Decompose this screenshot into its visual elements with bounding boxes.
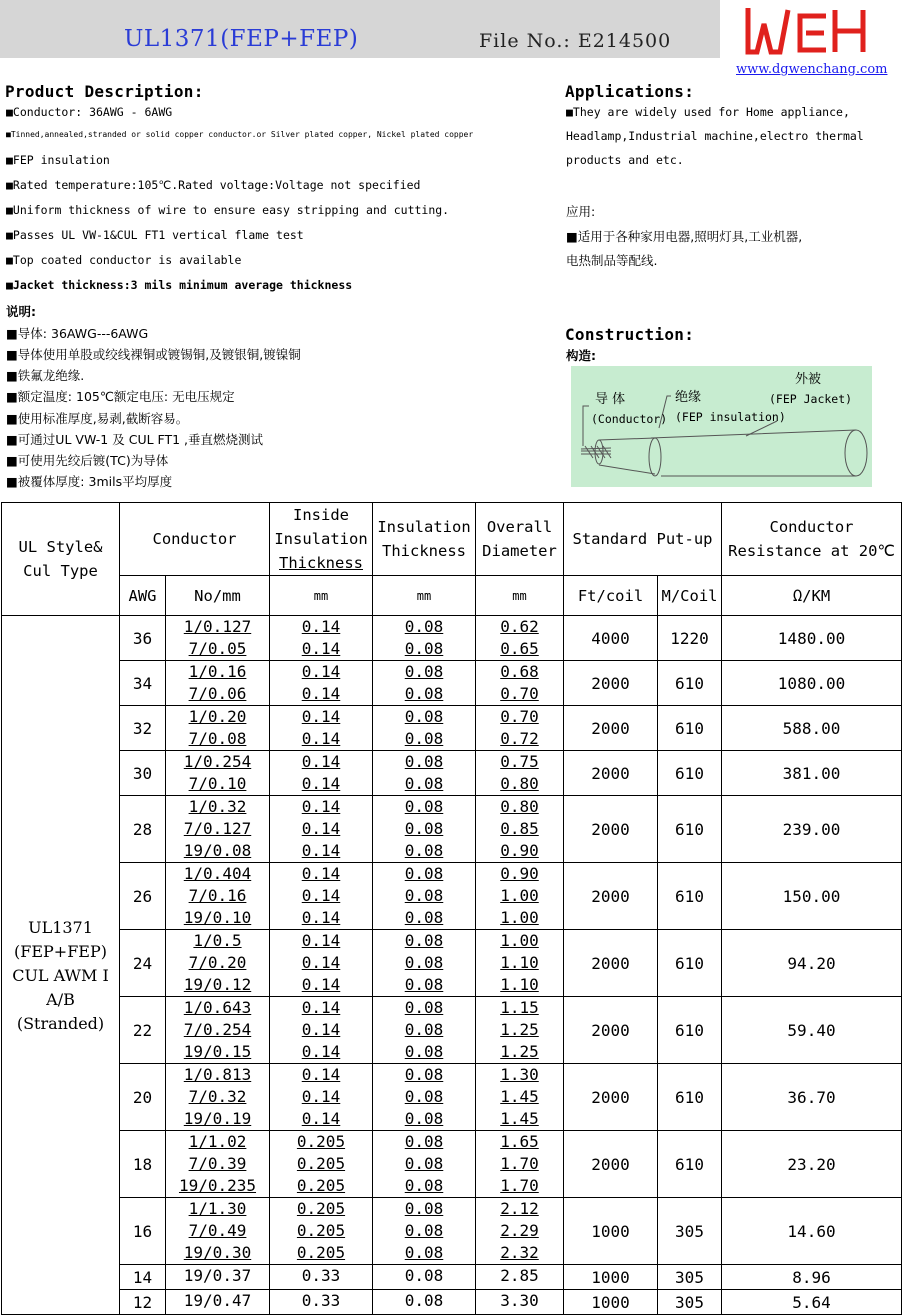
m-cell: 305	[658, 1198, 722, 1265]
res-cell: 1480.00	[722, 616, 902, 661]
spec-table	[1, 502, 902, 1315]
ft-cell: 4000	[564, 616, 658, 661]
inside-ins-cell: 0.14 0.14 0.14	[270, 1064, 373, 1131]
cable-construction-diagram	[571, 366, 872, 487]
awg-cell: 36	[120, 616, 166, 661]
ft-cell: 2000	[564, 1131, 658, 1198]
product-line: ■Top coated conductor is available	[6, 253, 242, 267]
od-cell: 0.68 0.70	[476, 661, 564, 706]
od-cell: 1.30 1.45 1.45	[476, 1064, 564, 1131]
res-cell: 23.20	[722, 1131, 902, 1198]
applications-title: Applications:	[565, 82, 695, 101]
jacket-en-label: (FEP Jacket)	[769, 392, 853, 406]
inside-ins-cell: 0.33	[270, 1290, 373, 1315]
unit-ft-coil: Ft/coil	[564, 576, 658, 616]
website-link[interactable]: www.dgwenchang.com	[736, 62, 888, 77]
strand-cell: 1/0.16 7/0.06	[166, 661, 270, 706]
awg-cell: 34	[120, 661, 166, 706]
res-cell: 150.00	[722, 863, 902, 930]
od-cell: 3.30	[476, 1290, 564, 1315]
od-cell: 2.12 2.29 2.32	[476, 1198, 564, 1265]
ins-cell: 0.08 0.08 0.08	[373, 1131, 476, 1198]
res-cell: 8.96	[722, 1265, 902, 1290]
table-row	[2, 706, 902, 751]
unit-awg: AWG	[120, 576, 166, 616]
header-resistance: Conductor Resistance at 20℃	[722, 503, 902, 576]
inside-ins-cell: 0.205 0.205 0.205	[270, 1131, 373, 1198]
ins-cell: 0.08 0.08 0.08	[373, 863, 476, 930]
cn-product-line: ■可通过UL VW-1 及 CUL FT1 ,垂直燃烧测试	[6, 432, 264, 447]
m-cell: 610	[658, 930, 722, 997]
m-cell: 305	[658, 1290, 722, 1315]
product-line: ■FEP insulation	[6, 153, 110, 167]
style-line: (FEP+FEP)	[14, 942, 107, 961]
table-row	[2, 1265, 902, 1290]
table-row	[2, 1290, 902, 1315]
brand-logo	[744, 4, 868, 60]
ins-cell: 0.08 0.08	[373, 751, 476, 796]
inside-ins-cell: 0.14 0.14 0.14	[270, 796, 373, 863]
style-line: (Stranded)	[16, 1014, 105, 1033]
table-row	[2, 930, 902, 997]
conductor-cn-label: 导 体	[595, 392, 626, 407]
ins-cell: 0.08 0.08 0.08	[373, 1198, 476, 1265]
file-number: File No.: E214500	[479, 30, 672, 52]
awg-cell: 20	[120, 1064, 166, 1131]
strand-cell: 1/0.32 7/0.127 19/0.08	[166, 796, 270, 863]
res-cell: 94.20	[722, 930, 902, 997]
applications-line: ■They are widely used for Home appliance,	[566, 105, 850, 119]
table-row	[2, 863, 902, 930]
ins-cell: 0.08 0.08 0.08	[373, 1064, 476, 1131]
style-line: UL1371	[28, 918, 93, 937]
awg-cell: 32	[120, 706, 166, 751]
m-cell: 610	[658, 661, 722, 706]
ft-cell: 2000	[564, 661, 658, 706]
product-line: ■Jacket thickness:3 mils minimum average thickness	[6, 278, 353, 292]
cn-construction-title: 构造:	[566, 348, 596, 363]
strand-cell: 1/0.254 7/0.10	[166, 751, 270, 796]
unit-no-mm: No/mm	[166, 576, 270, 616]
od-cell: 0.90 1.00 1.00	[476, 863, 564, 930]
cn-description-title: 说明:	[6, 304, 36, 319]
od-cell: 0.80 0.85 0.90	[476, 796, 564, 863]
header-style: UL Style& Cul Type	[2, 503, 120, 616]
product-line: ■Conductor: 36AWG - 6AWG	[6, 105, 173, 119]
m-cell: 610	[658, 751, 722, 796]
m-cell: 610	[658, 863, 722, 930]
conductor-en-label: (Conductor)	[591, 412, 668, 426]
cn-product-line: ■额定温度: 105℃额定电压: 无电压规定	[6, 389, 235, 404]
inside-ins-cell: 0.14 0.14	[270, 616, 373, 661]
res-cell: 36.70	[722, 1064, 902, 1131]
awg-cell: 12	[120, 1290, 166, 1315]
inside-ins-cell: 0.205 0.205 0.205	[270, 1198, 373, 1265]
ft-cell: 1000	[564, 1290, 658, 1315]
applications-line: products and etc.	[566, 153, 684, 167]
strand-cell: 1/0.813 7/0.32 19/0.19	[166, 1064, 270, 1131]
strand-cell: 1/1.02 7/0.39 19/0.235	[166, 1131, 270, 1198]
awg-cell: 30	[120, 751, 166, 796]
insulation-en-label: (FEP insulation)	[675, 410, 786, 424]
ft-cell: 2000	[564, 706, 658, 751]
cn-product-line: ■可使用先绞后镀(TC)为导体	[6, 453, 169, 468]
style-cell	[2, 616, 120, 1315]
inside-ins-cell: 0.14 0.14 0.14	[270, 863, 373, 930]
table-row	[2, 997, 902, 1064]
m-cell: 610	[658, 997, 722, 1064]
applications-line: Headlamp,Industrial machine,electro thermal	[566, 129, 864, 143]
ins-cell: 0.08 0.08 0.08	[373, 997, 476, 1064]
unit-m-coil: M/Coil	[658, 576, 722, 616]
m-cell: 610	[658, 796, 722, 863]
document-title: UL1371(FEP+FEP)	[124, 26, 359, 52]
m-cell: 610	[658, 1131, 722, 1198]
product-line: ■Rated temperature:105℃.Rated voltage:Voltage not specified	[6, 178, 421, 192]
ft-cell: 1000	[564, 1198, 658, 1265]
table-row	[2, 796, 902, 863]
ins-cell: 0.08 0.08	[373, 661, 476, 706]
awg-cell: 22	[120, 997, 166, 1064]
strand-cell: 1/0.5 7/0.20 19/0.12	[166, 930, 270, 997]
cn-product-line: ■导体使用单股或绞线裸铜或镀锡铜,及镀银铜,镀镍铜	[6, 347, 301, 362]
product-description-title: Product Description:	[5, 82, 204, 101]
m-cell: 305	[658, 1265, 722, 1290]
awg-cell: 16	[120, 1198, 166, 1265]
jacket-cn-label: 外被	[795, 372, 822, 387]
ft-cell: 2000	[564, 997, 658, 1064]
inside-ins-cell: 0.14 0.14 0.14	[270, 930, 373, 997]
od-cell: 1.15 1.25 1.25	[476, 997, 564, 1064]
res-cell: 239.00	[722, 796, 902, 863]
res-cell: 59.40	[722, 997, 902, 1064]
unit-inside-mm: mm	[270, 576, 373, 616]
res-cell: 14.60	[722, 1198, 902, 1265]
inside-ins-cell: 0.33	[270, 1265, 373, 1290]
awg-cell: 14	[120, 1265, 166, 1290]
ins-cell: 0.08 0.08 0.08	[373, 796, 476, 863]
ft-cell: 2000	[564, 1064, 658, 1131]
strand-cell: 1/1.30 7/0.49 19/0.30	[166, 1198, 270, 1265]
od-cell: 1.00 1.10 1.10	[476, 930, 564, 997]
strand-cell: 19/0.47	[166, 1290, 270, 1315]
inside-ins-cell: 0.14 0.14	[270, 751, 373, 796]
construction-title: Construction:	[565, 325, 695, 344]
style-line: A/B	[46, 990, 75, 1009]
res-cell: 5.64	[722, 1290, 902, 1315]
ins-cell: 0.08	[373, 1290, 476, 1315]
cn-applications-line: ■适用于各种家用电器,照明灯具,工业机器,	[566, 229, 803, 244]
strand-cell: 19/0.37	[166, 1265, 270, 1290]
ft-cell: 1000	[564, 1265, 658, 1290]
awg-cell: 24	[120, 930, 166, 997]
od-cell: 1.65 1.70 1.70	[476, 1131, 564, 1198]
cn-applications-title: 应用:	[566, 204, 596, 219]
m-cell: 610	[658, 1064, 722, 1131]
inside-ins-cell: 0.14 0.14	[270, 661, 373, 706]
ins-cell: 0.08 0.08	[373, 706, 476, 751]
table-row	[2, 1198, 902, 1265]
ins-cell: 0.08	[373, 1265, 476, 1290]
header-put-up: Standard Put-up	[564, 503, 722, 576]
od-cell: 0.62 0.65	[476, 616, 564, 661]
product-line: ■Tinned,annealed,stranded or solid copper conductor.or Silver plated copper, Nickel plated copper	[6, 130, 474, 139]
table-row	[2, 661, 902, 706]
header-conductor: Conductor	[120, 503, 270, 576]
od-cell: 0.75 0.80	[476, 751, 564, 796]
insulation-cn-label: 绝缘	[675, 390, 702, 405]
cn-applications-line: 电热制品等配线.	[566, 253, 658, 268]
product-line: ■Passes UL VW-1&CUL FT1 vertical flame test	[6, 228, 304, 242]
res-cell: 381.00	[722, 751, 902, 796]
res-cell: 1080.00	[722, 661, 902, 706]
m-cell: 1220	[658, 616, 722, 661]
cn-product-line: ■铁氟龙绝缘.	[6, 368, 85, 383]
strand-cell: 1/0.127 7/0.05	[166, 616, 270, 661]
cn-product-line: ■被覆体厚度: 3mils平均厚度	[6, 474, 173, 489]
m-cell: 610	[658, 706, 722, 751]
ft-cell: 2000	[564, 863, 658, 930]
awg-cell: 28	[120, 796, 166, 863]
strand-cell: 1/0.404 7/0.16 19/0.10	[166, 863, 270, 930]
awg-cell: 26	[120, 863, 166, 930]
header-overall-diameter: Overall Diameter	[476, 503, 564, 576]
inside-ins-cell: 0.14 0.14 0.14	[270, 997, 373, 1064]
strand-cell: 1/0.643 7/0.254 19/0.15	[166, 997, 270, 1064]
unit-od-mm: mm	[476, 576, 564, 616]
ins-cell: 0.08 0.08 0.08	[373, 930, 476, 997]
ft-cell: 2000	[564, 930, 658, 997]
header-insulation: Insulation Thickness	[373, 503, 476, 576]
unit-ohm-km: Ω/KM	[722, 576, 902, 616]
od-cell: 2.85	[476, 1265, 564, 1290]
inside-ins-cell: 0.14 0.14	[270, 706, 373, 751]
table-row	[2, 751, 902, 796]
strand-cell: 1/0.20 7/0.08	[166, 706, 270, 751]
ins-cell: 0.08 0.08	[373, 616, 476, 661]
cn-product-line: ■使用标准厚度,易剥,截断容易。	[6, 411, 189, 426]
product-line: ■Uniform thickness of wire to ensure easy stripping and cutting.	[6, 203, 450, 217]
cn-product-line: ■导体: 36AWG---6AWG	[6, 326, 149, 341]
ft-cell: 2000	[564, 796, 658, 863]
awg-cell: 18	[120, 1131, 166, 1198]
res-cell: 588.00	[722, 706, 902, 751]
style-line: CUL AWM I	[12, 966, 109, 985]
table-row	[2, 616, 902, 661]
header-inside-insulation: Inside Insulation Thickness	[270, 503, 373, 576]
od-cell: 0.70 0.72	[476, 706, 564, 751]
unit-ins-mm: mm	[373, 576, 476, 616]
ft-cell: 2000	[564, 751, 658, 796]
table-row	[2, 1131, 902, 1198]
table-row	[2, 1064, 902, 1131]
